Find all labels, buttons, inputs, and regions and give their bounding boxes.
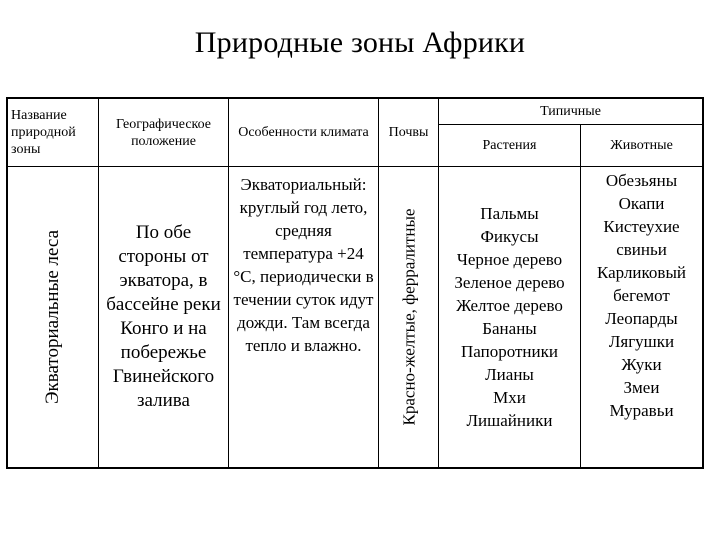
list-item: Желтое дерево bbox=[456, 296, 563, 315]
soils-text: Красно-желтые, ферралитные bbox=[399, 208, 418, 426]
header-typical: Типичные bbox=[439, 99, 703, 125]
climate-cell bbox=[229, 167, 379, 468]
header-plants: Растения bbox=[439, 125, 581, 167]
zone-cell bbox=[8, 167, 99, 468]
list-item: Пальмы bbox=[480, 204, 539, 223]
animals-list bbox=[581, 169, 702, 422]
list-item: Обезьяны bbox=[605, 171, 678, 190]
climate-text: Экваториальный: круглый год лето, средняя температура +24 °С, периодически в течении суток идут дожди. Там всегда тепло и влажно. bbox=[233, 175, 374, 355]
zones-table bbox=[7, 98, 703, 468]
list-item: Лишайники bbox=[466, 411, 553, 430]
header-soils: Почвы bbox=[379, 99, 439, 167]
list-item: Карликовый бегемот bbox=[597, 263, 686, 305]
list-item: Кистеухие свиньи bbox=[603, 217, 680, 259]
list-item: Зеленое дерево bbox=[454, 273, 565, 292]
header-animals: Животные bbox=[581, 125, 703, 167]
list-item: Леопарды bbox=[605, 309, 678, 328]
list-item: Лягушки bbox=[608, 332, 675, 351]
soils-cell bbox=[379, 167, 439, 468]
list-item: Черное дерево bbox=[456, 250, 563, 269]
header-geo-position: Географическое положение bbox=[99, 99, 229, 167]
table-row bbox=[8, 167, 703, 468]
list-item: Лианы bbox=[485, 365, 534, 384]
list-item: Бананы bbox=[482, 319, 537, 338]
geo-position-text: По обе стороны от экватора, в бассейне реки Конго и на побережье Гвинейского залива bbox=[106, 222, 221, 411]
list-item: Муравьи bbox=[609, 401, 674, 420]
list-item: Папоротники bbox=[461, 342, 558, 361]
page-title: Природные зоны Африки bbox=[194, 26, 526, 59]
list-item: Жуки bbox=[621, 355, 662, 374]
header-climate: Особенности климата bbox=[229, 99, 379, 167]
list-item: Фикусы bbox=[480, 227, 539, 246]
list-item: Мхи bbox=[493, 388, 526, 407]
list-item: Окапи bbox=[618, 194, 665, 213]
plants-list bbox=[439, 202, 580, 432]
geo-position-cell bbox=[99, 167, 229, 468]
zone-name: Экваториальные леса bbox=[42, 229, 63, 405]
list-item: Змеи bbox=[623, 378, 660, 397]
header-zone-name: Название природной зоны bbox=[8, 99, 99, 167]
plants-cell bbox=[439, 167, 581, 468]
animals-cell bbox=[581, 167, 703, 468]
